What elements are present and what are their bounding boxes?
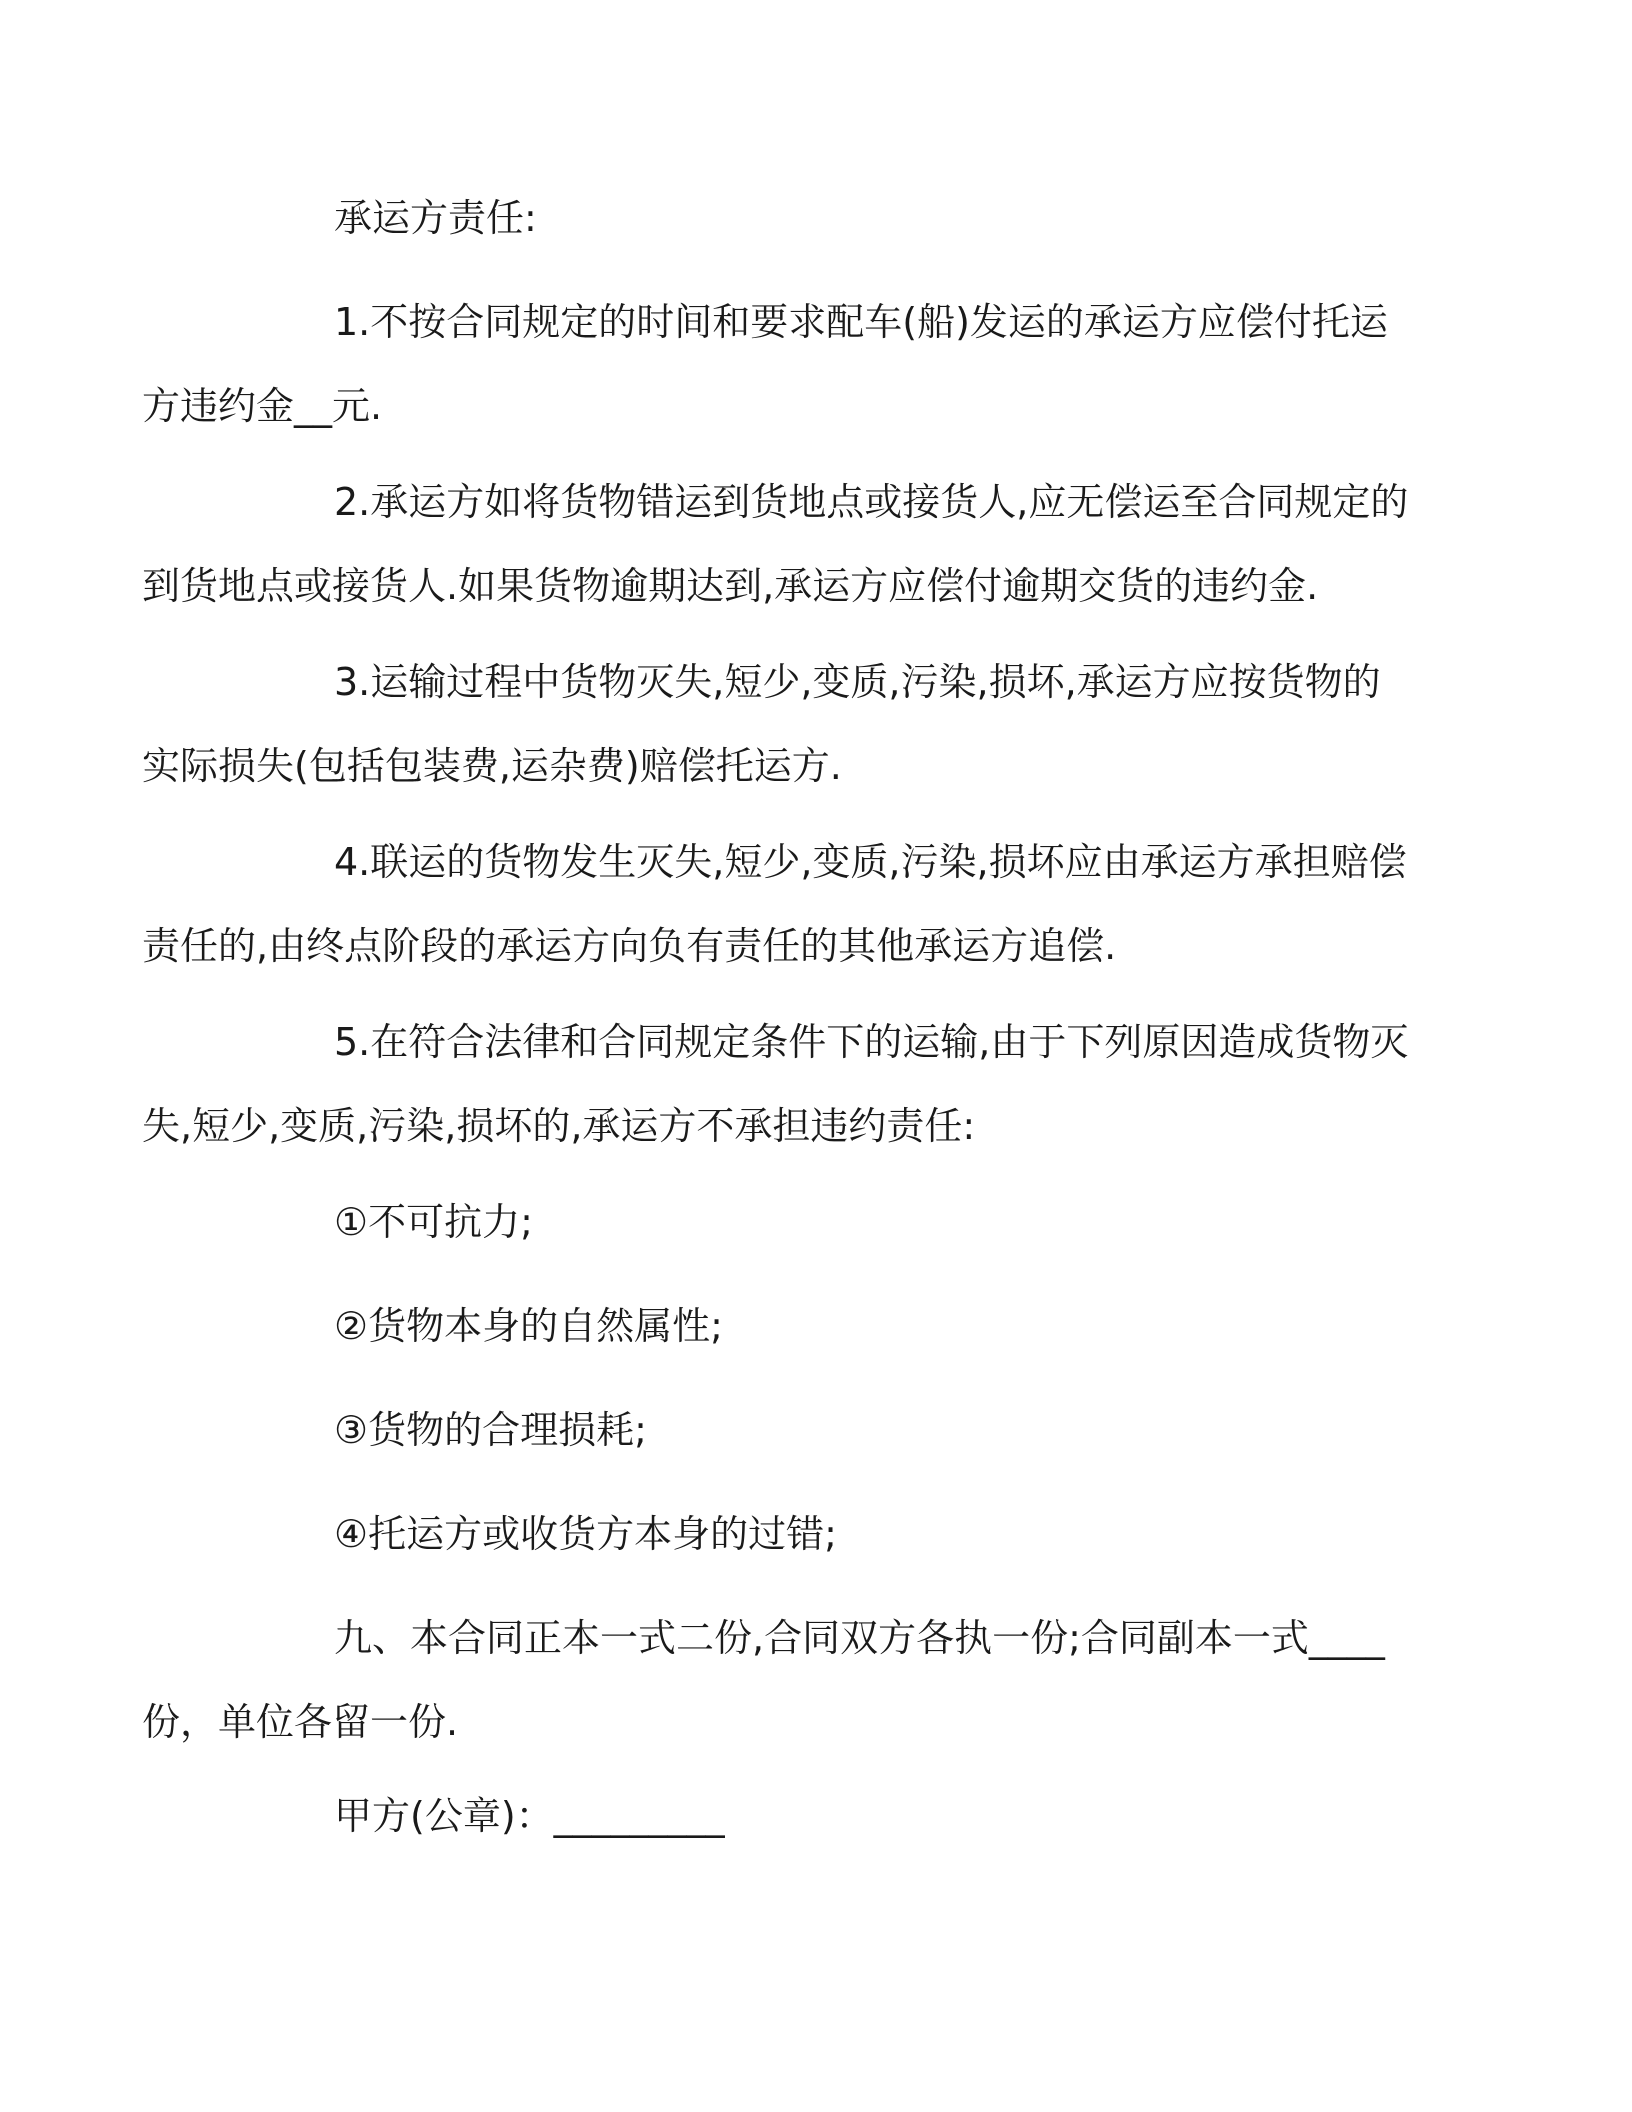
item-3 bbox=[142, 640, 1398, 808]
item-5-line-1: 5.在符合法律和合同规定条件下的运输,由于下列原因造成货物灭 bbox=[334, 1020, 1409, 1064]
item-2-line-1: 2.承运方如将货物错运到货地点或接货人,应无偿运至合同规定的 bbox=[334, 480, 1409, 524]
exemption-1: ①不可抗力; bbox=[334, 1200, 533, 1244]
item-5 bbox=[142, 1000, 1409, 1168]
exemption-3: ③货物的合理损耗; bbox=[334, 1408, 647, 1452]
item-1-line-2: 方违约金__元. bbox=[142, 384, 383, 428]
section-heading: 承运方责任: bbox=[334, 196, 537, 240]
exemption-4: ④托运方或收货方本身的过错; bbox=[334, 1512, 837, 1556]
item-1-line-1: 1.不按合同规定的时间和要求配车(船)发运的承运方应偿付托运 bbox=[334, 300, 1388, 344]
item-4 bbox=[142, 820, 1407, 988]
signature-party-a: 甲方(公章)：_________ bbox=[334, 1794, 725, 1838]
item-3-line-1: 3.运输过程中货物灭失,短少,变质,污染,损坏,承运方应按货物的 bbox=[334, 660, 1381, 704]
item-4-line-1: 4.联运的货物发生灭失,短少,变质,污染,损坏应由承运方承担赔偿 bbox=[334, 840, 1407, 884]
item-3-line-2: 实际损失(包括包装费,运杂费)赔偿托运方. bbox=[142, 744, 842, 788]
item-2 bbox=[142, 460, 1409, 628]
item-2-line-2: 到货地点或接货人.如果货物逾期达到,承运方应偿付逾期交货的违约金. bbox=[142, 564, 1319, 608]
item-4-line-2: 责任的,由终点阶段的承运方向负有责任的其他承运方追偿. bbox=[142, 924, 1117, 968]
clause-nine-line-1: 九、本合同正本一式二份,合同双方各执一份;合同副本一式____ bbox=[334, 1616, 1385, 1660]
item-1 bbox=[142, 280, 1398, 448]
clause-nine-line-2: 份，单位各留一份. bbox=[142, 1700, 459, 1744]
item-5-line-2: 失,短少,变质,污染,损坏的,承运方不承担违约责任: bbox=[142, 1104, 976, 1148]
exemption-2: ②货物本身的自然属性; bbox=[334, 1304, 723, 1348]
clause-nine bbox=[142, 1596, 1398, 1764]
